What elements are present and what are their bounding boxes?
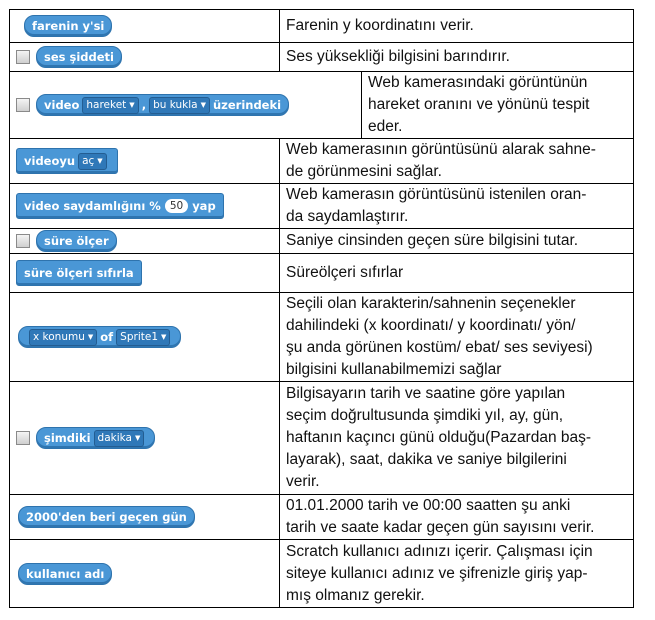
current-time-block[interactable] — [36, 427, 155, 449]
description-line: haftanın kaçıncı günü olduğu(Pazardan baş- — [286, 429, 592, 446]
table-row — [10, 540, 634, 608]
table-row — [10, 229, 634, 254]
table-row — [10, 184, 634, 229]
sprite-dropdown[interactable] — [116, 329, 170, 346]
property-dropdown[interactable] — [29, 329, 97, 346]
block-label: of — [100, 330, 114, 344]
description-line: hareket oranını ve yönünü tespit — [368, 96, 590, 113]
video-state-dropdown[interactable] — [78, 153, 107, 170]
description-cell — [280, 184, 634, 228]
description-cell — [280, 254, 634, 292]
description-line: layarak), saat, dakika ve saniye bilgilerini — [286, 451, 567, 468]
description-line: dahilindeki (x koordinatı/ y koordinatı/ yön/ — [286, 317, 576, 334]
description-line: mış olmanız gerekir. — [286, 586, 425, 604]
table-row — [10, 139, 634, 184]
description-line: şu anda görünen kostüm/ ebat/ ses seviyesi) — [286, 339, 593, 356]
description-cell — [280, 293, 634, 381]
block-cell — [10, 229, 280, 253]
block-label: 2000'den beri geçen gün — [26, 510, 187, 524]
block-cell — [10, 72, 362, 138]
block-suffix: yap — [192, 199, 216, 213]
description-line: Bilgisayarın tarih ve saatine göre yapılan — [286, 385, 566, 402]
sensing-of-block[interactable] — [18, 326, 181, 348]
description-line: tarih ve saate kadar geçen gün sayısını verir. — [286, 519, 595, 536]
block-label: farenin y'si — [32, 19, 105, 33]
description-cell — [280, 382, 634, 494]
description-cell — [280, 540, 634, 607]
description-line: eder. — [368, 118, 403, 135]
block-cell — [10, 184, 280, 228]
description-line: siteye kullanıcı adınız ve şifrenizle giriş yap- — [286, 564, 588, 582]
description-line: Süreölçeri sıfırlar — [286, 264, 404, 281]
table-row — [10, 72, 634, 139]
reset-timer-block[interactable] — [16, 260, 142, 286]
description-cell — [280, 139, 634, 183]
table-row — [10, 10, 634, 43]
dropdown-arrow-icon: ▼ — [134, 434, 141, 442]
turn-video-block[interactable] — [16, 148, 118, 174]
description-line: Web kamerasının görüntüsünü alarak sahne- — [286, 141, 596, 158]
dropdown-value: aç — [82, 155, 95, 167]
description-cell — [280, 229, 634, 253]
description-cell — [280, 495, 634, 539]
dropdown-value: dakika — [97, 432, 132, 444]
block-label: süre ölçeri sıfırla — [24, 266, 134, 280]
username-block[interactable] — [18, 563, 112, 585]
block-cell — [10, 540, 280, 607]
table-row — [10, 43, 634, 72]
dropdown-value: bu kukla — [153, 99, 198, 111]
description-line: verir. — [286, 473, 320, 490]
description-line: Saniye cinsinden geçen süre bilgisini tutar. — [286, 232, 579, 249]
time-unit-dropdown[interactable] — [94, 430, 145, 447]
block-cell — [10, 254, 280, 292]
transparency-input[interactable]: 50 — [165, 199, 188, 213]
description-line: Web kamerasın görüntüsünü istenilen oran- — [286, 186, 587, 203]
video-transparency-block[interactable] — [16, 193, 224, 219]
block-cell — [10, 43, 280, 71]
separator: , — [141, 98, 147, 112]
table-row — [10, 254, 634, 293]
block-label: şimdiki — [44, 431, 91, 445]
description-line: Scratch kullanıcı adınızı içerir. Çalışması için — [286, 542, 593, 560]
video-motion-block[interactable] — [36, 94, 289, 116]
blocks-table — [9, 9, 634, 608]
dropdown-arrow-icon: ▼ — [97, 157, 103, 165]
days-since-2000-block[interactable] — [18, 506, 195, 528]
block-label: video saydamlığını % — [24, 199, 161, 213]
block-cell — [10, 10, 280, 42]
block-label: ses şiddeti — [44, 50, 114, 64]
dropdown-value: x konumu — [33, 331, 85, 343]
monitor-checkbox[interactable] — [16, 98, 30, 112]
table-row — [10, 382, 634, 495]
description-line: Web kamerasındaki görüntünün — [368, 74, 588, 91]
dropdown-value: Sprite1 — [120, 331, 158, 343]
block-label: video — [44, 98, 80, 112]
loudness-block[interactable] — [36, 46, 122, 68]
monitor-checkbox[interactable] — [16, 234, 30, 248]
table-row — [10, 293, 634, 382]
block-cell — [10, 495, 280, 539]
dropdown-arrow-icon: ▼ — [200, 101, 206, 109]
description-cell — [280, 10, 634, 42]
dropdown-arrow-icon: ▼ — [87, 333, 94, 341]
description-line: bilgisini kullanabilmemizi sağlar — [286, 361, 502, 378]
description-line: Ses yüksekliği bilgisini barındırır. — [286, 48, 510, 65]
block-label: videoyu — [24, 154, 76, 168]
description-line: da saydamlaştırır. — [286, 208, 409, 225]
monitor-checkbox[interactable] — [16, 50, 30, 64]
target-dropdown[interactable] — [149, 97, 210, 114]
block-cell — [10, 382, 280, 494]
description-line: seçim doğrultusunda şimdiki yıl, ay, gün, — [286, 407, 564, 424]
table-row — [10, 495, 634, 540]
description-line: Seçili olan karakterin/sahnenin seçenekler — [286, 295, 576, 312]
monitor-checkbox[interactable] — [16, 431, 30, 445]
block-suffix: üzerindeki — [212, 98, 282, 112]
motion-dropdown[interactable] — [82, 97, 138, 114]
description-cell — [362, 72, 634, 138]
description-line: Farenin y koordinatını verir. — [286, 17, 474, 34]
mouse-y-block[interactable] — [24, 15, 112, 37]
dropdown-arrow-icon: ▼ — [129, 101, 135, 109]
block-cell — [10, 139, 280, 183]
timer-block[interactable] — [36, 230, 117, 252]
description-cell — [280, 43, 634, 71]
block-label: süre ölçer — [44, 234, 109, 248]
description-line: 01.01.2000 tarih ve 00:00 saatten şu anki — [286, 497, 571, 514]
description-line: de görünmesini sağlar. — [286, 163, 442, 180]
dropdown-value: hareket — [86, 99, 127, 111]
block-cell — [10, 293, 280, 381]
block-label: kullanıcı adı — [26, 566, 105, 581]
dropdown-arrow-icon: ▼ — [161, 333, 167, 341]
